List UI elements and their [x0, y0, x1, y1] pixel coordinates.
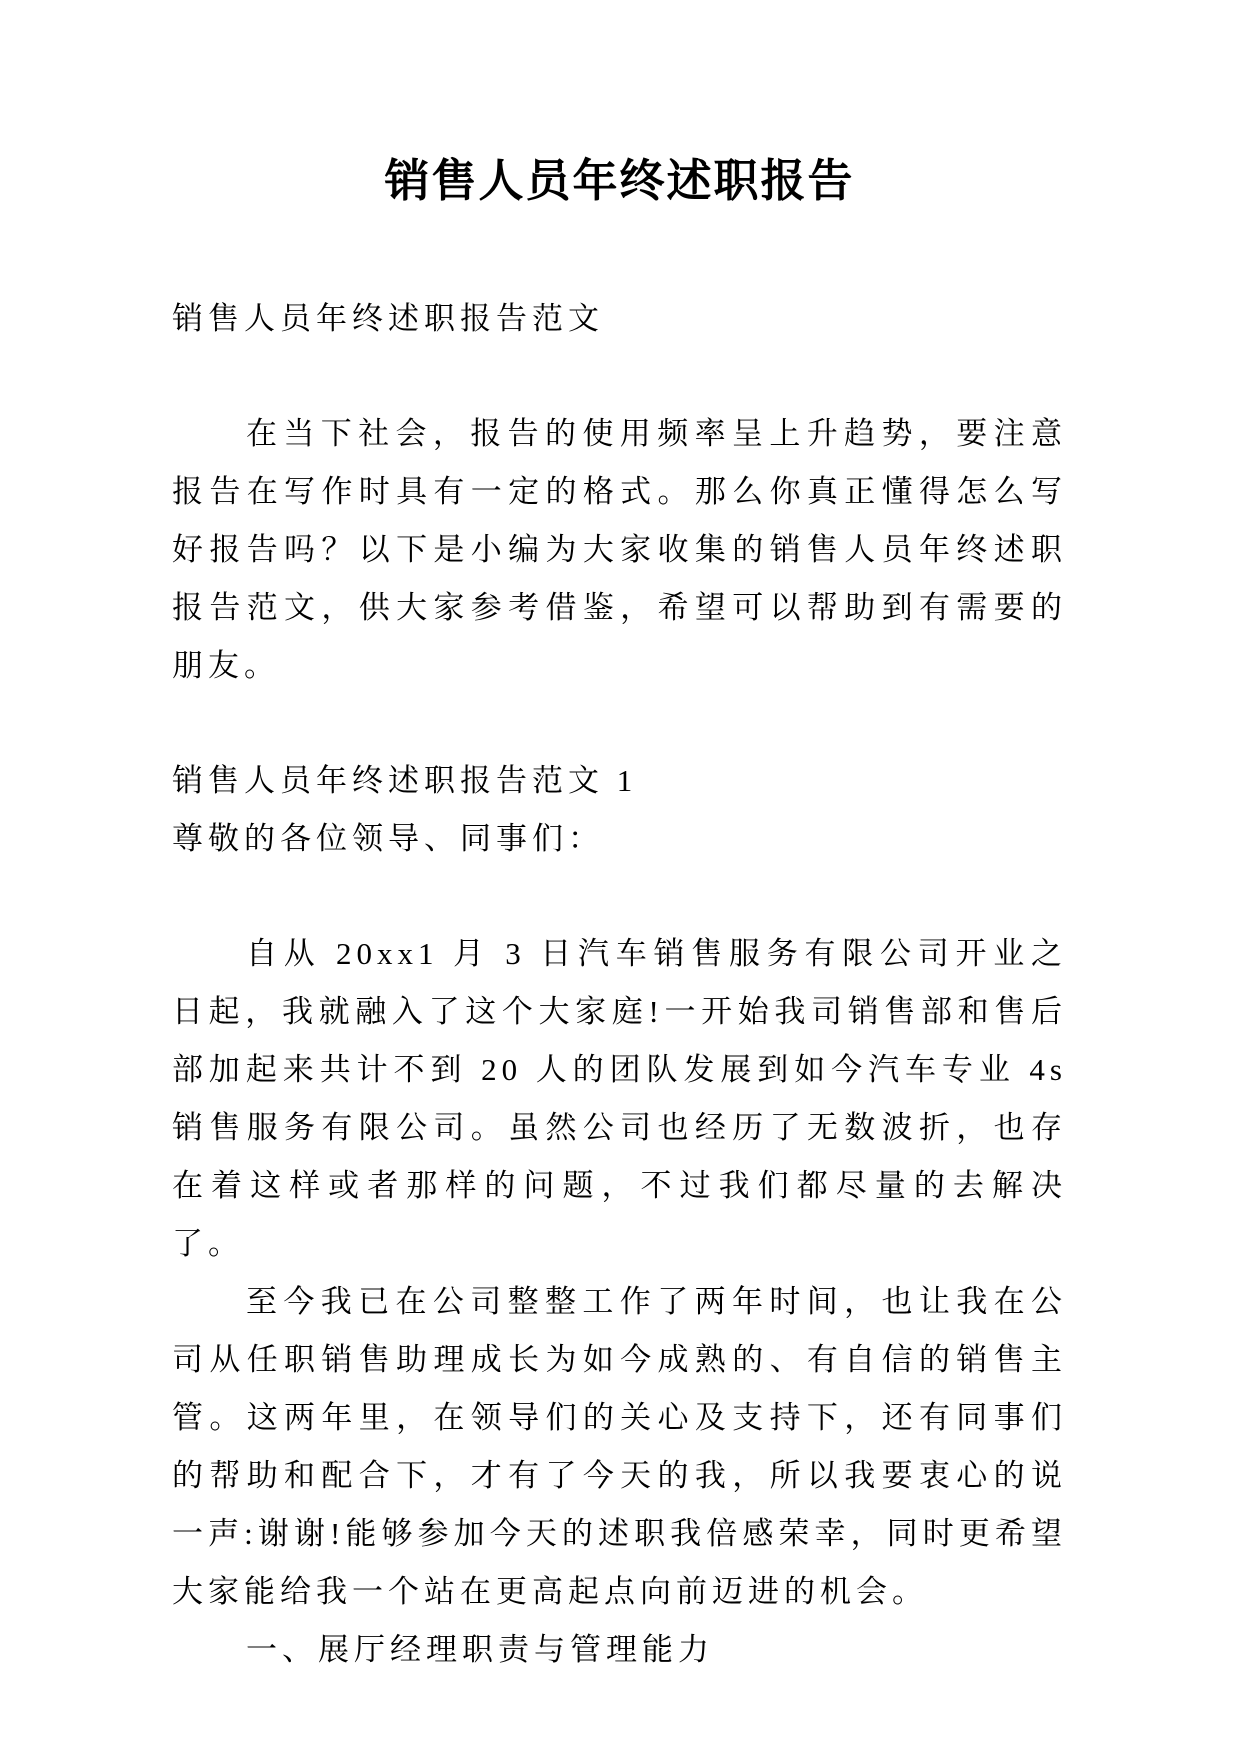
paragraph-intro: 在当下社会，报告的使用频率呈上升趋势，要注意报告在写作时具有一定的格式。那么你真正懂得怎么写好报告吗？以下是小编为大家收集的销售人员年终述职报告范文，供大家参考借鉴，希望可以帮助到有需要的朋友。 — [172, 416, 1067, 683]
paragraph-salutation: 尊敬的各位领导、同事们： — [172, 821, 604, 856]
paragraph-subtitle: 销售人员年终述职报告范文 — [172, 301, 604, 336]
document-title: 销售人员年终述职报告 — [384, 156, 855, 206]
paragraph-body-1: 自从 20xx1 月 3 日汽车销售服务有限公司开业之日起，我就融入了这个大家庭!一开始我司销售部和售后部加起来共计不到 20 人的团队发展到如今汽车专业 4s 销售服务有限公司。虽然公司也经历了无数波折，也存在着这样或者那样的问题，不过我们都尽量的去解决了。 — [172, 936, 1067, 1261]
paragraph-section-heading: 一、展厅经理职责与管理能力 — [246, 1632, 714, 1667]
paragraph-sample-heading: 销售人员年终述职报告范文 1 — [172, 763, 638, 798]
paragraph-body-2: 至今我已在公司整整工作了两年时间，也让我在公司从任职销售助理成长为如今成熟的、有自信的销售主管。这两年里，在领导们的关心及支持下，还有同事们的帮助和配合下，才有了今天的我，所以我要衷心的说一声:谢谢!能够参加今天的述职我倍感荣幸，同时更希望大家能给我一个站在更高起点向前迈进的机会。 — [172, 1284, 1067, 1609]
